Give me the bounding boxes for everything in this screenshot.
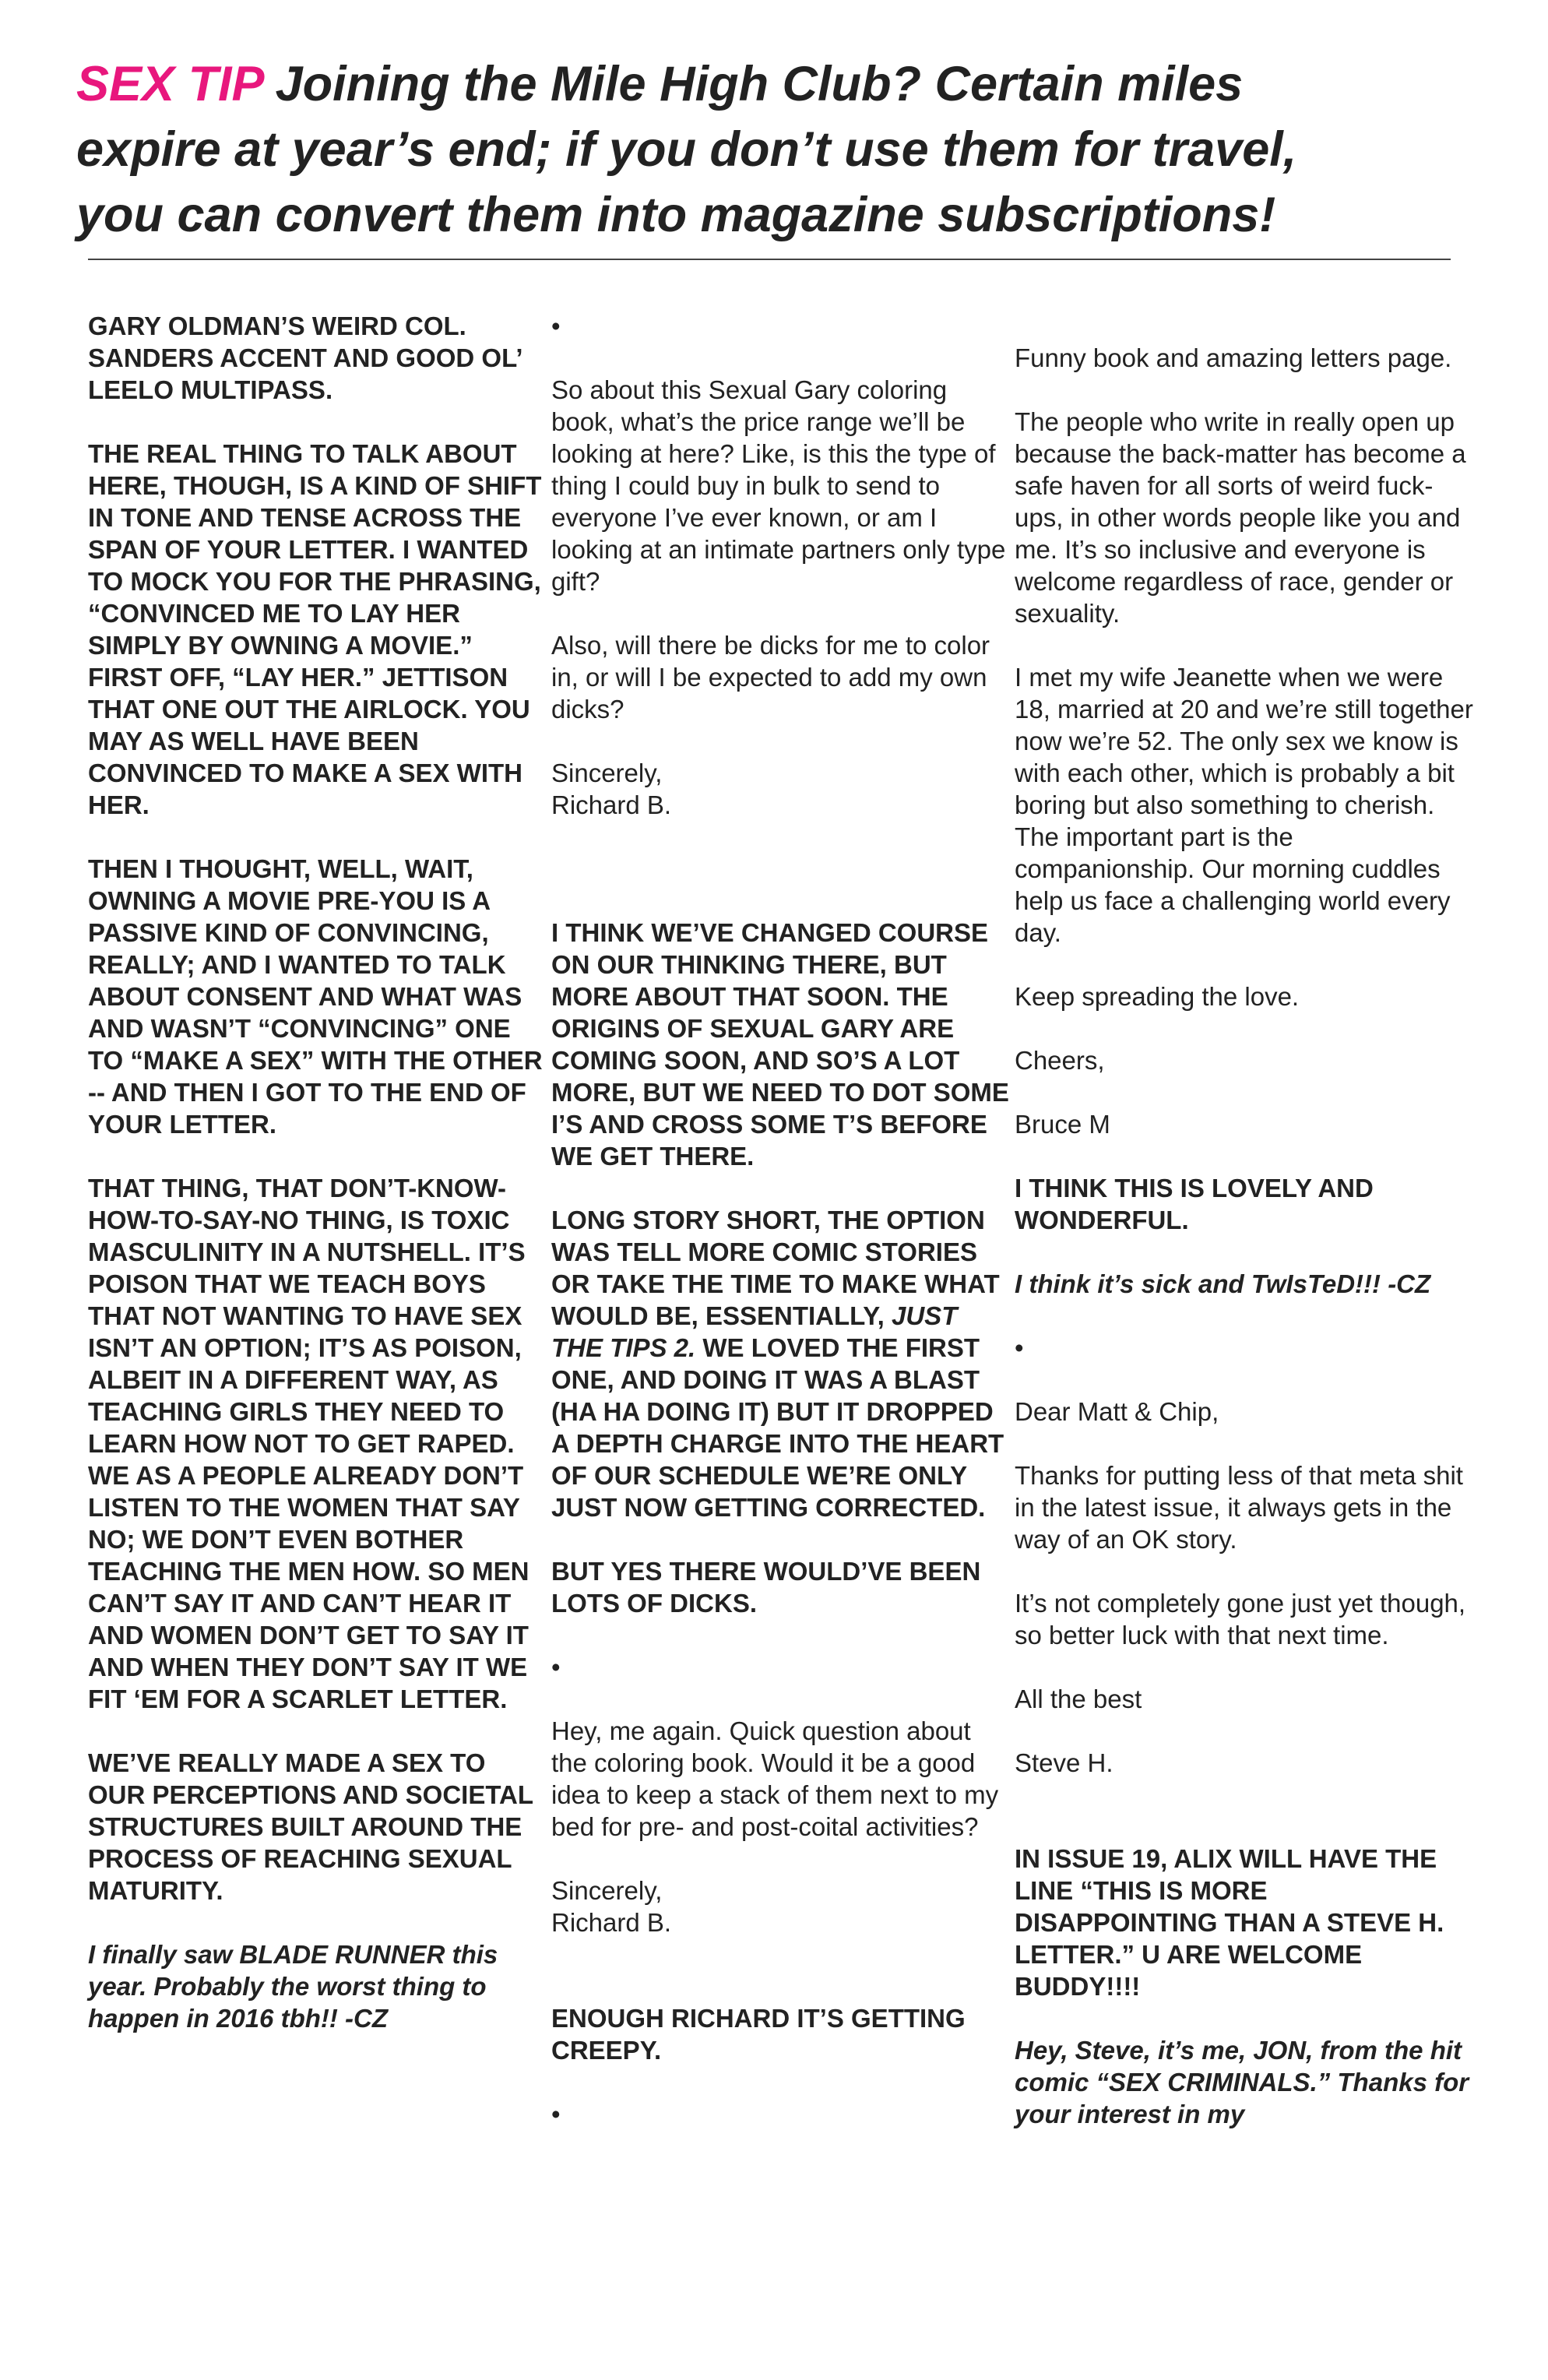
reply-paragraph: GARY OLDMAN’S WEIRD COL. SANDERS ACCENT AND GOOD OL’ LEELO MULTIPASS.	[88, 312, 522, 404]
letter-signature: Sincerely, Richard B.	[551, 1876, 672, 1937]
reply-paragraph: I THINK WE’VE CHANGED COURSE ON OUR THINKING THERE, BUT MORE ABOUT THAT SOON. THE ORIGINS OF SEXUAL GARY ARE COMING SOON, AND SO’S A LOT MORE, BUT WE NEED TO DOT SOME I’S AND CROSS SOME T’S BEFORE WE GET THERE.	[551, 918, 1009, 1171]
separator-bullet: •	[551, 1653, 561, 1681]
letter-paragraph: It’s not completely gone just yet though, so better luck with that next time.	[1015, 1589, 1466, 1649]
letter-paragraph: All the best	[1015, 1685, 1142, 1713]
letter-signature: Steve H.	[1015, 1748, 1114, 1777]
cz-comment: I finally saw BLADE RUNNER this year. Probably the worst thing to happen in 2016 tbh!! -CZ	[88, 1940, 498, 2033]
reply-paragraph: THAT THING, THAT DON’T-KNOW-HOW-TO-SAY-NO THING, IS TOXIC MASCULINITY IN A NUTSHELL. IT’S POISON THAT WE TEACH BOYS THAT NOT WANTING TO HAVE SEX ISN’T AN OPTION; IT’S AS POISON, ALBEIT IN A DIFFERENT WAY, AS TEACHING GIRLS THEY NEED TO LEARN HOW NOT TO GET RAPED. WE AS A PEOPLE ALREADY DON’T LISTEN TO THE WOMEN THAT SAY NO; WE DON’T EVEN BOTHER TEACHING THE MEN HOW. SO MEN CAN’T SAY IT AND CAN’T HEAR IT AND WOMEN DON’T GET TO SAY IT AND WHEN THEY DON’T SAY IT WE FIT ‘EM FOR A SCARLET LETTER.	[88, 1174, 529, 1713]
letter-signature: Bruce M	[1015, 1110, 1110, 1139]
letter-paragraph: Cheers,	[1015, 1046, 1105, 1075]
reply-paragraph: THE REAL THING TO TALK ABOUT HERE, THOUGH, IS A KIND OF SHIFT IN TONE AND TENSE ACROSS THE SPAN OF YOUR LETTER. I WANTED TO MOCK YOU FOR THE PHRASING, “CONVINCED ME TO LAY HER SIMPLY BY OWNING A MOVIE.” FIRST OFF, “LAY HER.” JETTISON THAT ONE OUT THE AIRLOCK. YOU MAY AS WELL HAVE BEEN CONVINCED TO MAKE A SEX WITH HER.	[88, 439, 542, 819]
page-title	[76, 51, 1493, 248]
reply-paragraph: I THINK THIS IS LOVELY AND WONDERFUL.	[1015, 1174, 1374, 1234]
letter-paragraph: Hey, me again. Quick question about the coloring book. Would it be a good idea to keep a stack of them next to my bed for pre- and post-coital activities?	[551, 1716, 999, 1841]
column-3	[1015, 342, 1474, 2162]
letter-paragraph: Dear Matt & Chip,	[1015, 1397, 1219, 1426]
letter-paragraph: Funny book and amazing letters page.	[1015, 343, 1452, 372]
reply-paragraph: WE’VE REALLY MADE A SEX TO OUR PERCEPTIONS AND SOCIETAL STRUCTURES BUILT AROUND THE PROCESS OF REACHING SEXUAL MATURITY.	[88, 1748, 533, 1905]
letter-signature: Sincerely, Richard B.	[551, 759, 672, 819]
reply-paragraph: BUT YES THERE WOULD’VE BEEN LOTS OF DICKS.	[551, 1557, 981, 1618]
separator-bullet: •	[551, 312, 561, 340]
reply-paragraph: IN ISSUE 19, ALIX WILL HAVE THE LINE “THIS IS MORE DISAPPOINTING THAN A STEVE H. LETTER.” U ARE WELCOME BUDDY!!!!	[1015, 1844, 1444, 2001]
sex-tip-label: SEX TIP	[76, 57, 265, 111]
letter-paragraph: So about this Sexual Gary coloring book, what’s the price range we’ll be looking at here? Like, is this the type of thing I could buy in bulk to send to everyone I’ve ever known, or am I looking at an intimate partners only type gift?	[551, 375, 1006, 596]
column-1	[88, 310, 547, 2066]
cz-comment: I think it’s sick and TwIsTeD!!! -CZ	[1015, 1269, 1431, 1298]
letter-paragraph: Also, will there be dicks for me to color in, or will I be expected to add my own dicks?	[551, 631, 990, 724]
letter-paragraph: The people who write in really open up because the back-matter has become a safe haven for all sorts of weird fuck-ups, in other words people like you and me. It’s so inclusive and everyone is welcome regardless of race, gender or sexuality.	[1015, 407, 1466, 628]
title-line-1: SEX TIP Joining the Mile High Club? Certain miles	[76, 57, 1244, 111]
letter-paragraph: I met my wife Jeanette when we were 18, married at 20 and we’re still together now we’re 52. The only sex we know is with each other, which is probably a bit boring but also something to cherish. The important part is the companionship. Our morning cuddles help us face a challenging world every day.	[1015, 663, 1473, 947]
reply-paragraph: ENOUGH RICHARD IT’S GETTING CREEPY.	[551, 2004, 966, 2065]
column-2	[551, 310, 1011, 2162]
reply-paragraph: LONG STORY SHORT, THE OPTION WAS TELL MORE COMIC STORIES OR TAKE THE TIME TO MAKE WHAT WOULD BE, ESSENTIALLY, JUST THE TIPS 2. WE LOVED THE FIRST ONE, AND DOING IT WAS A BLAST (HA HA DOING IT) BUT IT DROPPED A DEPTH CHARGE INTO THE HEART OF OUR SCHEDULE WE’RE ONLY JUST NOW GETTING CORRECTED.	[551, 1206, 1004, 1522]
title-line-2: expire at year’s end; if you don’t use them for travel,	[76, 122, 1297, 177]
separator-bullet: •	[551, 2100, 561, 2128]
letter-paragraph: Thanks for putting less of that meta shit in the latest issue, it always gets in the way of an OK story.	[1015, 1461, 1463, 1554]
jon-comment: Hey, Steve, it’s me, JON, from the hit comic “SEX CRIMINALS.” Thanks for your interest in my	[1015, 2036, 1469, 2128]
reply-paragraph: THEN I THOUGHT, WELL, WAIT, OWNING A MOVIE PRE-YOU IS A PASSIVE KIND OF CONVINCING, REALLY; AND I WANTED TO TALK ABOUT CONSENT AND WHAT WAS AND WASN’T “CONVINCING” ONE TO “MAKE A SEX” WITH THE OTHER -- AND THEN I GOT TO THE END OF YOUR LETTER.	[88, 854, 543, 1139]
divider	[88, 259, 1451, 260]
separator-bullet: •	[1015, 1333, 1024, 1362]
letter-paragraph: Keep spreading the love.	[1015, 982, 1300, 1011]
title-line-3: you can convert them into magazine subscriptions!	[76, 188, 1276, 242]
